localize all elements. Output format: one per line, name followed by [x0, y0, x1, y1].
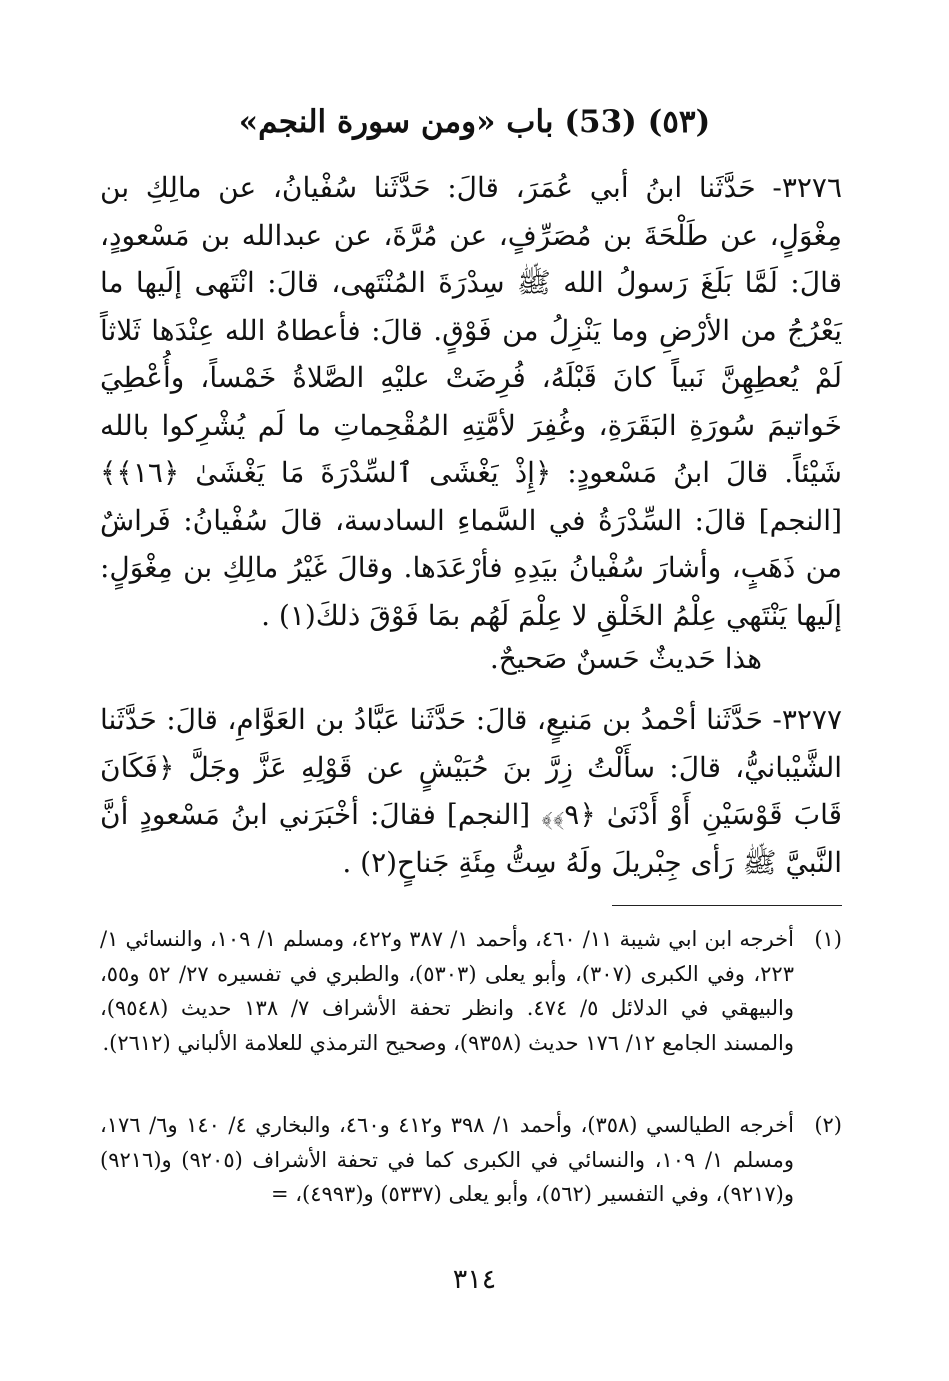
chapter-title: (٥٣) (53) باب «ومن سورة النجم» [238, 104, 711, 140]
footnote-label: (٢) [814, 1113, 842, 1137]
footnote-2 [100, 1108, 842, 1212]
footnote-label: (١) [814, 927, 842, 951]
footnote-text: أخرجه الطيالسي (٣٥٨)، وأحمد ١/ ٣٩٨ و٤١٢ و٤٦٠، والبخاري ٤/ ١٤٠ و٦/ ١٧٦، ومسلم ١/ ١٠٩، والنسائي في الكبرى كما في تحفة الأشراف (٩٢٠٥) و(٩٢١٦) و(٩٢١٧)، وفي التفسير (٥٦٢)، وأبو يعلى (٥٣٣٧) و(٤٩٩٣)، = [100, 1113, 794, 1206]
page-number: ٣١٤ [452, 1264, 497, 1295]
footnote-separator [612, 905, 842, 906]
footnote-1 [100, 922, 842, 1060]
footnote-text: أخرجه ابن ابي شيبة ١١/ ٤٦٠، وأحمد ١/ ٣٨٧ و٤٢٢، ومسلم ١/ ١٠٩، والنسائي ١/ ٢٢٣، وفي الكبرى (٣٠٧)، وأبو يعلى (٥٣٠٣)، والطبري في تفسيره ٢٧/ ٥٢ و٥٥، والبيهقي في الدلائل ٥/ ٤٧٤. وانظر تحفة الأشراف ٧/ ١٣٨ حديث (٩٥٤٨)، والمسند الجامع ١٢/ ١٧٦ حديث (٩٣٥٨)، وصحيح الترمذي للعلامة الألباني (٢٦١٢). [100, 927, 794, 1055]
hadith-grading: هذا حَديثٌ حَسنٌ صَحيحٌ. [489, 642, 762, 675]
hadith-3276: ٣٢٧٦- حَدَّثَنا ابنُ أبي عُمَرَ، قالَ: حَدَّثَنا سُفْيانُ، عن مالِكِ بن مِغْوَلٍ، عن طَلْحَةَ بن مُصَرِّفٍ، عن مُرَّةَ، عن عبدالله بن مَسْعودٍ، قالَ: لَمَّا بَلَغَ رَسولُ الله ﷺ سِدْرَةَ المُنْتَهى، قالَ: انْتَهى إلَيها ما يَعْرُجُ من الأرْضِ وما يَنْزِلُ من فَوْقٍ. قالَ: فأعطاهُ الله عِنْدَها ثَلاثاً لَمْ يُعطِهِنَّ نَبياً كانَ قَبْلَهُ، فُرِضَتْ عليْهِ الصَّلاةُ خَمْساً، وأُعْطِيَ خَواتيمَ سُورَةِ البَقَرَةِ، وغُفِرَ لأمَّتِهِ المُقْحِماتِ ما لَم يُشْرِكوا بالله شَيْئاً. قالَ ابنُ مَسْعودٍ: ﴿إِذْ يَغْشَى ٱلسِّدْرَةَ مَا يَغْشَىٰ ﴿١٦﴾﴾ [النجم] قالَ: السِّدْرَةُ في السَّماءِ السادسة، قالَ سُفْيانُ: فَراشٌ من ذَهَبٍ، وأشارَ سُفْيانُ بيَدِهِ فأرْعَدَها. وقالَ غَيْرُ مالِكِ بن مِغْوَلٍ: إلَيها يَنْتَهي عِلْمُ الخَلْقِ لا عِلْمَ لَهُم بمَا فَوْقَ ذلكَ(١) . [100, 171, 842, 632]
hadith-3277: ٣٢٧٧- حَدَّثَنا أحْمدُ بن مَنيعٍ، قالَ: حَدَّثَنا عَبَّادُ بن العَوَّامِ، قالَ: حَدَّثَنا الشَّيْبانيُّ، قالَ: سأَلْتُ زِرَّ بنَ حُبَيْشٍ عن قَوْلِهِ عَزَّ وجَلَّ ﴿فَكَانَ قَابَ قَوْسَيْنِ أَوْ أَدْنَىٰ ﴿٩﴾﴾ [النجم] فقالَ: أخْبَرَني ابنُ مَسْعودٍ أنَّ النَّبيَّ ﷺ رَأى جِبْريلَ ولَهُ سِتُّ مِئَةِ جَناحٍ(٢) . [100, 703, 843, 879]
